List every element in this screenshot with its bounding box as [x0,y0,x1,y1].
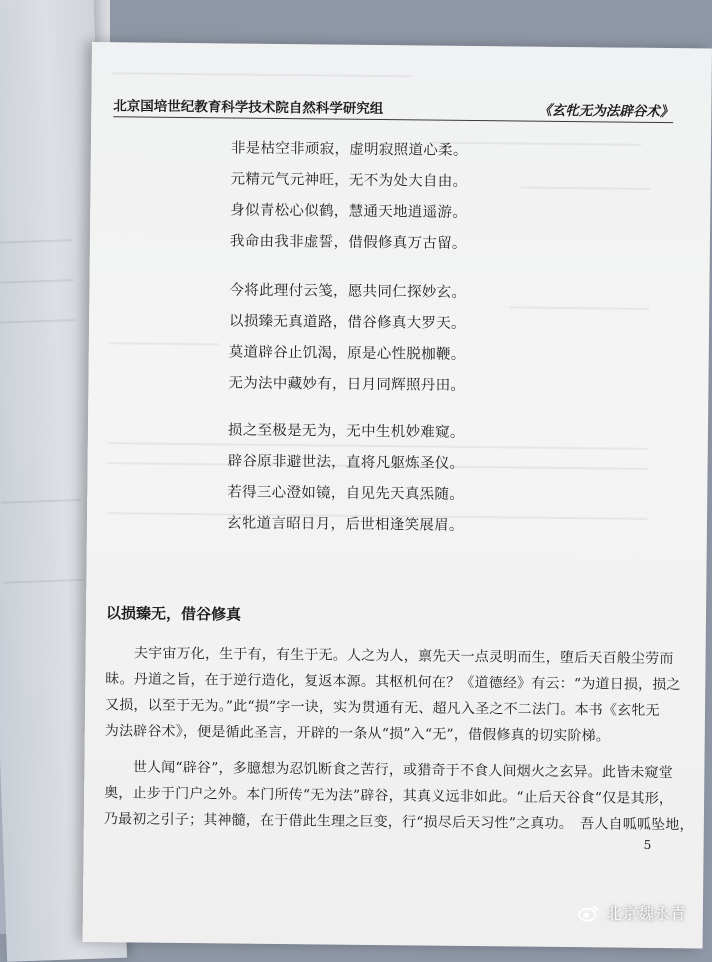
poem-line: 我命由我非虚誓，借假修真万古留。 [229,233,467,252]
left-page-ghost-line [1,499,81,504]
poem-line: 身似青松心似鹤，慧通天地逍遥游。 [230,202,468,221]
bleed-through [112,72,412,77]
weibo-watermark [578,901,686,924]
poem-line: 今将此理付云笺，愿共同仁探妙玄。 [229,282,467,301]
poem-stanza [230,133,531,260]
poem-line: 若得三心澄如镜，自见先天真炁随。 [227,484,465,503]
poem-line: 玄牝道言昭日月，后世相逢笑展眉。 [226,515,464,534]
watermark-text: 北京魏永青 [605,904,686,923]
paragraph-line: 奥，止步于门户之外。本门所传“无为法”辟谷，其真义远非如此。“止后天谷食”仅是其形， [104,785,674,808]
poem-line: 元精元气元神旺，无不为处大自由。 [230,171,468,190]
poem-line: 莫道辟谷止饥渴，原是心性脱枷鞭。 [228,344,466,363]
body-paragraph [104,640,681,750]
poem-line: 辟谷原非避世法，直将凡躯炼圣仪。 [227,453,465,472]
left-page-ghost-line [4,579,84,584]
paragraph-line: 世人闻“辟谷”，多臆想为忍饥断食之苦行，或猎奇于不食人间烟火之玄异。此皆未窥堂 [104,759,673,782]
paragraph-line: 又损，以至于无为。”此“损”字一诀，实为贯通有无、超凡入圣之不二法门。本书《玄牝无 [104,697,660,719]
weibo-logo-icon [578,904,600,922]
book-page [83,42,712,948]
body-paragraph [103,754,694,838]
paragraph-line: 乃最初之引子；其神髓，在于借此生理之巨变，行“损尽后天习性”之真功。 吾人自呱呱坠地， [103,811,694,834]
poem-stanza [227,415,528,542]
poem-line: 损之至极是无为，无中生机妙难窥。 [227,422,465,441]
page-number: 5 [643,837,652,852]
left-page-title [0,0,89,6]
left-page-ghost-line [0,239,72,244]
poem-line: 无为法中藏妙有，日月同辉照丹田。 [228,375,466,394]
poem-line: 非是枯空非顽寂，虚明寂照道心柔。 [230,140,468,159]
section-heading: 以损臻无，借谷修真 [105,604,242,624]
bleed-through [520,186,650,189]
left-page-ghost-line [0,319,75,324]
bleed-through [509,306,649,309]
bleed-through [109,342,219,345]
running-header [113,94,673,123]
left-page-ghost-line [0,279,73,284]
header-book-title: 《玄牝无为法辟谷术》 [538,102,674,121]
paragraph-line: 夫宇宙万化，生于有，有生于无。人之为人，禀先天一点灵明而生，堕后天百般尘劳而 [105,645,674,668]
paragraph-line: 为法辟谷术》，便是循此圣言，开辟的一条从“损”入“无”，借假修真的切实阶梯。 [104,723,611,745]
poem-line: 以损臻无真道路，借谷修真大罗天。 [228,313,466,332]
header-institute: 北京国培世纪教育科学技术院自然科学研究组 [113,98,384,118]
poem-stanza [228,275,529,402]
paragraph-line: 昧。丹道之旨，在于逆行造化，复返本源。其枢机何在？《道德经》有云：“为道日损，损之 [105,671,681,694]
